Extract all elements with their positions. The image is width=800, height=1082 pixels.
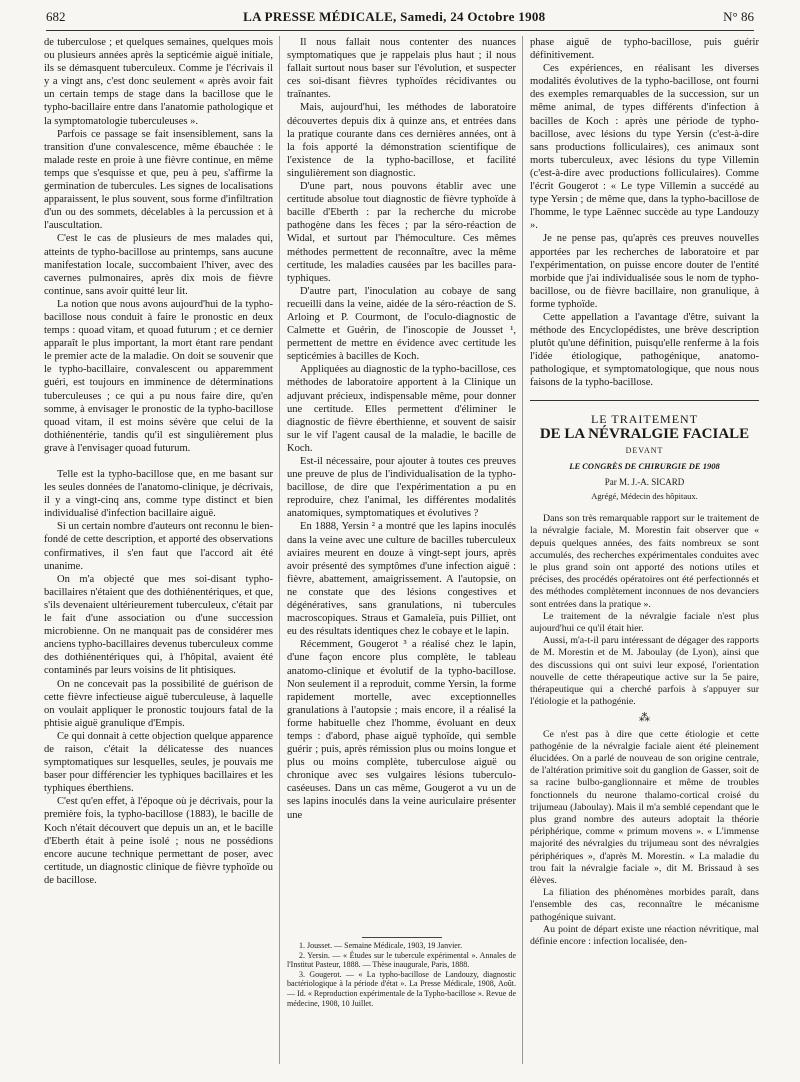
paragraph: D'autre part, l'inoculation au cobaye de sang recueilli dans la veine, aidée de la séro-réaction de S. Arloing et P. Courmont, de l'oculo-diagnostic de Calmette et Guérin, de l'inoscopie de Jousset ¹, permettent de mettre en évidence avec certitude les septicémies à bacilles de Koch.: [287, 285, 516, 363]
paragraph: D'une part, nous pouvons établir avec une certitude absolue tout diagnostic de fièvre typhoïde à bacille d'Eberth : par la recherche du microbe pathogène dans les fèces ; par la séro-réaction de Widal, et surtout par l'hémoculture. Ces mêmes méthodes permettent de reconnaître, avec la même certitude, les maladies causées par les bacilles para-typhiques.: [287, 181, 516, 284]
paragraph: Récemment, Gougerot ³ a réalisé chez le lapin, d'une façon encore plus complète, le tableau anatomo-clinique et évolutif de la typho-bacillose. Non seulement il a reproduit, comme Yersin, la forme rapidement mortelle, avec exceptionnelles granulations à l'autopsie ; mais encore, il a réalisé la forme habituelle chez l'homme, évoluant en deux temps : d'abord, phase aiguë typhoïde, qui semble guérir ; puis, après rémission plus ou moins longue et plus ou moins complète, tuberculose aiguë ou chronique avec ses vulgaires lésions tuberculo-caséeuses. Dans un cas même, Gougerot a vu un de ses lapins inoculés dans la veine auriculaire présenter une: [287, 639, 516, 821]
paragraph: phase aiguë de typho-bacillose, puis guérir définitivement.: [530, 37, 759, 62]
article-body: [530, 513, 759, 948]
article-author: Par M. J.-A. SICARD: [604, 476, 685, 487]
paragraph: Aussi, m'a-t-il paru intéressant de dégager des rapports de M. Morestin et de M. Jaboulay (de Lyon), ainsi que des discussions qui ont suivi leur exposé, l'orientation nouvelle de cette thérapeutique active sur la 5e paire, thérapeutique qui a cherché parfois à s'appuyer sur l'étiologie et la pathogénie.: [530, 635, 759, 708]
paragraph: de tuberculose ; et quelques semaines, quelques mois ou plusieurs années après la septicémie aiguë initiale, ils se démasquent tuberculeux. Comme je l'écrivais il y a vingt ans, c'est donc seulement « après avoir fait un certain temps de stage dans la bacillose que le typho-bacillaire entre dans l'anatomie pathologique et la symptomatologie tuberculeuses ».: [44, 37, 273, 127]
article-subtitle: LE CONGRÈS DE CHIRURGIE DE 1908: [569, 460, 720, 471]
paragraph: Ce n'est pas à dire que cette étiologie et cette pathogénie de la névralgie faciale aient été pleinement élucidées. On a parlé de nouveau de son origine centrale, de l'altération primitive soit du ganglion de Gasser, soit de sa racine bulbo-ganglionnaire et même de troubles fonctionnels du neurone thalamo-cortical croisé du trijumeau (Jaboulay). Mais il m'a semblé cependant que le plus grand nombre des auteurs adoptait la théorie périphérique, comme « primum movens ». « L'immense majorité des névralgies du trijumeau sont des névralgies périphériques », d'après M. Morestin. « La maladie du trou fait la névralgie faciale », dit M. Brissaud à ses élèves.: [530, 728, 759, 886]
article-author-title: Agrégé, Médecin des hôpitaux.: [591, 491, 698, 501]
column-divider-1: [279, 36, 280, 1064]
footnote-rule: [362, 937, 442, 938]
issue-number: N° 86: [723, 9, 754, 24]
footnote: 3. Gougerot. — « La typho-bacillose de Landouzy, diagnostic bactériologique à la période d'état ». La Presse Médicale, 1908, Août. — Id. « Reproduction expérimentale de la Typho-bacillose ». Revue de médecine, 1908, 10 Juillet.: [287, 969, 516, 1008]
paragraph: La notion que nous avons aujourd'hui de la typho-bacillose nous conduit à faire le pronostic en deux temps : quoad vitam, et quoad futurum ; et ce dernier apparaît le plus important, la mort étant rare pendant le premier acte de la maladie. On doit se souvenir que le typho-bacillaire, convalescent ou apparemment guéri, est toujours en imminence de déterminations tuberculeuses ; ce qui a pu nous faire dire, qu'en somme, à envisager le pronostic de la typho-bacillose quoad vitam, il est moins sévère que celui de la dothiénentérie, tandis qu'il est singulièrement plus grave à l'envisager quoad futurum.: [44, 298, 273, 454]
article-title-line-3: DEVANT: [625, 445, 664, 455]
paragraph: Dans son très remarquable rapport sur le traitement de la névralgie faciale, M. Morestin fait observer que « depuis quelques années, des faits nombreux se sont accumulés, des recherches expérimentales conduites avec le plus grand soin ont apporté des notions utiles et précises, des procédés opératoires ont été perfectionnés et des méthodes complètement inconnues de nos devanciers sont entrées dans la pratique ».: [530, 513, 759, 610]
column-2: [287, 36, 516, 822]
paragraph: Il nous fallait nous contenter des nuances symptomatiques que je rappelais plus haut ; il nous fallait surtout nous baser sur l'évolution, et suspecter ces soi-disant fièvres typhoïdes récidivantes ou traînantes.: [287, 37, 516, 101]
page-header: [46, 6, 754, 28]
paragraph: Ce qui donnait à cette objection quelque apparence de raison, c'était la délicatesse des nuances symptomatiques sur lesquelles, seules, je pouvais me baser pour différencier les typhiques bacillaires et les typhiques éberthiens.: [44, 730, 273, 795]
article-rule: [530, 400, 759, 401]
paragraph: Appliquées au diagnostic de la typho-bacillose, ces méthodes de laboratoire apportent à la Clinique un adjuvant précieux, indispensable même, pour donner une certitude. Elles permettent d'éliminer le diagnostic de fièvre éberthienne, et souvent de saisir sur le vif l'agent causal de la maladie, le bacille de Koch.: [287, 364, 516, 454]
footnote: 1. Jousset. — Semaine Médicale, 1903, 19 Janvier.: [299, 941, 463, 950]
paragraph: La filiation des phénomènes morbides paraît, dans l'ensemble des cas, reconnaître le mécanisme pathogénique suivant.: [530, 887, 759, 923]
paragraph: C'est le cas de plusieurs de mes malades qui, atteints de typho-bacillose au printemps, sans aucune manifestation locale, succombaient l'hiver, avec des cavernes pulmonaires, après dix mois de fièvre continue, sans avoir quitté leur lit.: [44, 233, 273, 297]
journal-title: LA PRESSE MÉDICALE, Samedi, 24 Octobre 1908: [243, 9, 546, 24]
paragraph: Cette appellation a l'avantage d'être, suivant la méthode des Encyclopédistes, une brève description plutôt qu'une définition, puisqu'elle renferme à la fois l'idée étiologique, pathogénique, anatomo-pathologique, et symptomatologique, que nous nous faisons de la typho-bacillose.: [530, 311, 759, 389]
paragraph: Le traitement de la névralgie faciale n'est plus aujourd'hui ce qu'il était hier.: [530, 610, 759, 634]
paragraph: C'est qu'en effet, à l'époque où je décrivais, pour la première fois, la typho-bacillose (1883), le bacille de Koch n'était découvert que depuis un an, et le bacille d'Eberth était à peine isolé ; nous ne possédions encore aucune technique permettant de poser, avec certitude, un diagnostic clinique de fièvre typhoïde ou de bacillose.: [44, 796, 273, 886]
paragraph: Au point de départ existe une réaction névritique, mal définie encore : infection localisée, den-: [530, 923, 759, 947]
paragraph: En 1888, Yersin ² a montré que les lapins inoculés dans la veine avec une culture de bacilles tuberculeux aviaires meurent en douze à vingt-sept jours, après avoir présenté des symptômes d'une infection aiguë : fièvre, abattement, amaigrissement. A l'autopsie, on ne constate que des lésions congestives et dégénératives, sans granulations, ni tubercules macroscopiques. Straus et Gamaleïa, puis Pilliet, ont eu des résultats identiques chez le cobaye et le lapin.: [287, 521, 516, 638]
paragraph: On ne concevait pas la possibilité de guérison de cette fièvre infectieuse aiguë tuberculeuse, à laquelle on voulait appliquer le pronostic toujours fatal de la phtisie aiguë granulique d'Empis.: [44, 678, 273, 729]
paragraph: Parfois ce passage se fait insensiblement, sans la transition d'une convalescence, même ébauchée : le malade reste en proie à une fièvre continue, en même temps que s'esquisse et que, peu à peu, s'affirme la germination de tubercules. Les signes de localisations apparaissent, le plus souvent, sous forme d'infiltration d'un ou des sommets, décelables à la percussion et à l'auscultation.: [44, 128, 273, 232]
paragraph: Est-il nécessaire, pour ajouter à toutes ces preuves une preuve de plus de l'individualisation de la typho-bacillose, de dire que l'expérimentation a pu en reproduire, chez l'animal, les différentes modalités anatomiques, symptomatiques et évolutives ?: [287, 456, 516, 520]
header-rule: [46, 30, 754, 31]
article-title-line-1: LE TRAITEMENT: [590, 411, 699, 426]
column-divider-2: [522, 36, 523, 1064]
article-title-line-2: DE LA NÉVRALGIE FACIALE: [539, 425, 750, 442]
column-3: [530, 36, 759, 948]
paragraph: On m'a objecté que mes soi-disant typho-bacillaires n'étaient que des dothiénentériques, et que, s'ils devenaient ultérieurement tuberculeux, c'était par le fait d'une association ou d'une succession microbienne. On ne manquait pas de considérer mes anciens typho-bacillaires devenus tuberculeux comme des dothiénentériques qui, à l'hôpital, avaient été contaminés par leurs voisins de lit phtisiques.: [44, 573, 273, 677]
paragraph: Je ne pense pas, qu'après ces preuves nouvelles apportées par les recherches de laboratoire et par l'expérimentation, on puisse encore douter de l'entité morbide que j'ai individualisée sous le nom de typho-bacillose, ou de fièvre bacillaire, non granulique, à forme typhoïde.: [530, 233, 759, 310]
paragraph: Telle est la typho-bacillose que, en me basant sur les seules données de l'anatomo-clinique, je décrivais, il y a vingt-cinq ans, comme type distinct et bien individualisé d'infection bacillaire aiguë.: [44, 469, 273, 520]
asterism: ⁂: [639, 712, 650, 725]
article-heading: [530, 400, 759, 504]
footnote: 2. Yersin. — « Études sur le tubercule expérimental ». Annales de l'Institut Pasteur, 1888. — Thèse inaugurale, Paris, 1888.: [287, 950, 516, 970]
paragraph: Si un certain nombre d'auteurs ont reconnu le bien-fondé de cette description, et apporté des observations confirmatives, il s'en faut que l'accord ait été unanime.: [44, 521, 273, 572]
footnotes: [287, 937, 516, 1008]
page-number: 682: [46, 9, 66, 24]
paragraph: Ces expériences, en réalisant les diverses modalités évolutives de la typho-bacillose, ont fourni des exemples remarquables de la succession, sur un même animal, de types différents d'infection à bacilles de Koch : après une période de typho-bacillose, avec lésions du type Yersin (c'est-à-dire sans productions folliculaires), ces animaux sont morts tuberculeux, avec lésions du type Villemin (c'est-à-dire avec productions folliculaires). Comme l'écrit Gougerot : « Le type Villemin a succédé au type Yersin ; de même que, dans la typho-bacillose de l'homme, le type Laënnec succède au type Landouzy ».: [530, 63, 759, 232]
paragraph: Mais, aujourd'hui, les méthodes de laboratoire découvertes depuis dix à quinze ans, et entrées dans la pratique courante dans ces dernières années, ont à la fois apporté la démonstration scientifique de l'existence de la typho-bacillose, et facilité singulièrement son diagnostic.: [287, 102, 516, 179]
column-1: [44, 36, 273, 887]
